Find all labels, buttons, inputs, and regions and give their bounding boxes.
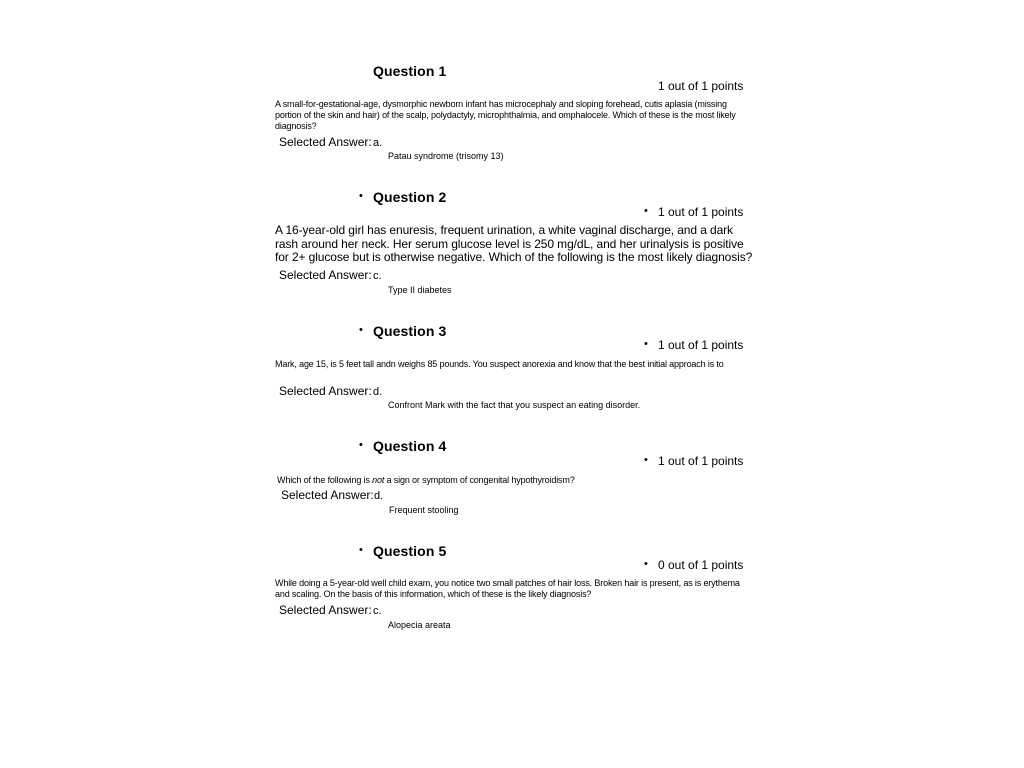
bullet-icon: • (644, 338, 648, 350)
question-title: Question 3 (373, 323, 447, 339)
selected-answer-label: Selected Answer: (279, 135, 372, 149)
selected-answer-letter: d. (374, 490, 384, 502)
points-score: 1 out of 1 points (658, 79, 744, 93)
question-text-before: Which of the following is (277, 475, 373, 485)
question-text: A small-for-gestational-age, dysmorphic newborn infant has microcephaly and sloping forehead, cutis aplasia (missing portion of the skin and hair) of the scalp, polydactyly, microphthalmia, and omphalocele. Which of these is the most likely diagnosis? (275, 99, 736, 131)
points-score: 1 out of 1 points (658, 338, 744, 352)
question-text (277, 475, 752, 486)
bullet-icon: • (359, 190, 363, 202)
bullet-icon: • (359, 544, 363, 556)
question-text-emphasis: not (372, 475, 385, 485)
bullet-icon: • (644, 454, 648, 466)
points-score: 1 out of 1 points (658, 205, 744, 219)
question-text: Mark, age 15, is 5 feet tall andn weighs 85 pounds. You suspect anorexia and know that the best initial approach is to (275, 359, 724, 369)
bullet-icon: • (359, 324, 363, 336)
question-title: Question 4 (373, 438, 447, 454)
points-score: 0 out of 1 points (658, 558, 744, 572)
selected-answer-label: Selected Answer: (279, 268, 372, 282)
bullet-icon: • (644, 205, 648, 217)
selected-answer-letter: d. (373, 386, 383, 398)
selected-answer-text: Confront Mark with the fact that you suspect an eating disorder. (388, 400, 641, 410)
selected-answer-letter: c. (373, 605, 382, 617)
question-text: A 16-year-old girl has enuresis, frequent urination, a white vaginal discharge, and a dark rash around her neck. Her serum glucose level is 250 mg/dL, and her urinalysis is positive for 2+ glucose but is otherwise negative. Which of the following is the most likely diagnosis? (275, 223, 753, 264)
selected-answer-label: Selected Answer: (279, 603, 372, 617)
selected-answer-label: Selected Answer: (279, 384, 372, 398)
selected-answer-text: Frequent stooling (389, 505, 459, 515)
selected-answer-text: Patau syndrome (trisomy 13) (388, 151, 504, 161)
selected-answer-text: Alopecia areata (388, 620, 451, 630)
question-text-after: a sign or symptom of congenital hypothyroidism? (384, 475, 575, 485)
question-title: Question 5 (373, 543, 447, 559)
selected-answer-letter: c. (373, 270, 382, 282)
bullet-icon: • (359, 439, 363, 451)
question-text: While doing a 5-year-old well child exam, you notice two small patches of hair loss. Broken hair is present, as is erythema and scaling. On the basis of this information, which of these is the likely diagnosis? (275, 578, 740, 599)
points-score: 1 out of 1 points (658, 454, 744, 468)
question-title: Question 1 (373, 63, 447, 79)
question-title: Question 2 (373, 189, 447, 205)
selected-answer-label: Selected Answer: (281, 488, 374, 502)
bullet-icon: • (644, 558, 648, 570)
selected-answer-letter: a. (373, 137, 383, 149)
selected-answer-text: Type II diabetes (388, 285, 452, 295)
